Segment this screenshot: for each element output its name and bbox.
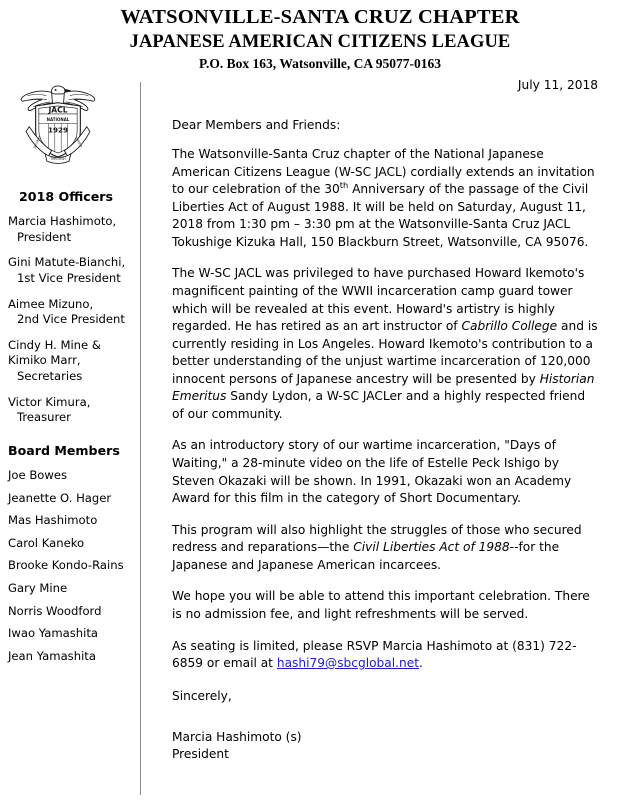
- officer-name: Victor Kimura,: [8, 394, 91, 409]
- officer-name-second: Kimiko Marr,: [8, 353, 81, 368]
- officer-role: 1st Vice President: [17, 270, 121, 285]
- paragraph-painting-part2: and is currently residing in Los Angeles. Howard Ikemoto's contribution to a better understanding of the unjust wartime incarceration of 120,000 innocent persons of Japanese ancestry will be presented by: [172, 319, 598, 386]
- paragraph-video: As an introductory story of our wartime incarceration, "Days of Waiting," a 28-minute video on the life of Estelle Peck Ishigo by Steven Okazaki will be shown. In 1991, Okazaki won an Academy Award for this film in the category of Short Documentary.: [172, 438, 572, 506]
- officer-name: Aimee Mizuno,: [8, 296, 94, 311]
- board-members-list: [0, 464, 138, 667]
- officer-entry-secretaries: [0, 338, 138, 385]
- ordinal-suffix: th: [339, 180, 349, 191]
- officer-entry-treasurer: [0, 395, 138, 426]
- officer-role: Treasurer: [17, 410, 71, 425]
- board-members-heading: Board Members: [8, 443, 120, 459]
- crest-banner-left-text: SECURITY: [32, 135, 43, 150]
- officer-role: 2nd Vice President: [17, 312, 125, 327]
- paragraph-painting-part3: Sandy Lydon, a W-SC JACLer and a highly respected friend of our community.: [172, 389, 586, 421]
- letter-salutation: Dear Members and Friends:: [172, 118, 341, 132]
- paragraph-invitation: [172, 146, 600, 251]
- paragraph-redress-part2: --for the Japanese and Japanese American incarcees.: [172, 540, 560, 572]
- paragraph-painting-part1: The W-SC JACL was privileged to have purchased Howard Ikemoto's magnificent painting of the WWII incarceration camp guard tower which will be revealed at this event. Howard's artistry is highly regarded. He has retired as an art instructor of: [172, 266, 585, 334]
- paragraph-redress: [172, 522, 600, 575]
- officer-role: Secretaries: [17, 369, 83, 384]
- paragraph-attend: We hope you will be able to attend this important celebration. There is no admission fee, and light refreshments will be served.: [172, 589, 590, 621]
- letter-date: July 11, 2018: [517, 78, 598, 92]
- officer-role: President: [17, 229, 72, 244]
- sidebar: [0, 78, 138, 667]
- letterhead-organization-name: JAPANESE AMERICAN CITIZENS LEAGUE: [129, 31, 511, 52]
- paragraph-rsvp-part2: .: [419, 656, 423, 671]
- board-member-item: Norris Woodford: [8, 603, 102, 618]
- email-link[interactable]: hashi79@sbcglobal.net: [276, 656, 420, 671]
- officer-entry-1st-vice-president: [0, 255, 138, 286]
- board-member-item: Brooke Kondo-Rains: [8, 558, 124, 573]
- paragraph-rsvp-part1: As seating is limited, please RSVP Marcia Hashimoto at (831) 722-6859 or email at: [172, 638, 577, 671]
- officer-name: Gini Matute-Bianchi,: [8, 255, 126, 270]
- letter-signature: [172, 729, 600, 763]
- crest-shield-mid-text: NATIONAL: [46, 117, 70, 123]
- crest-banner-right-text: LIBERTY: [74, 136, 84, 149]
- board-member-item: Carol Kaneko: [8, 535, 85, 550]
- officer-entry-president: [0, 214, 138, 245]
- board-member-item: Gary Mine: [8, 581, 68, 596]
- paragraph-redress-part1: This program will also highlight the struggles of those who secured redress and reparations—the: [172, 522, 582, 555]
- crest-shield-top-text: JACL: [48, 105, 68, 115]
- board-member-item: Jeanette O. Hager: [8, 490, 112, 505]
- signature-name: Marcia Hashimoto (s): [172, 729, 302, 744]
- officer-name: Marcia Hashimoto,: [8, 214, 117, 228]
- letter-body: [172, 0, 600, 763]
- officer-name: Cindy H. Mine &: [8, 337, 101, 352]
- board-member-item: Iwao Yamashita: [8, 626, 99, 641]
- signature-title: President: [172, 746, 229, 761]
- jacl-crest-icon: [18, 82, 98, 169]
- crest-shield-year-text: 1929: [48, 125, 68, 135]
- paragraph-invitation-part2: Anniversary of the passage of the Civil Liberties Act of August 1988. It will be held on Saturday, August 11, 2018 from 1:30 pm – 3:30 pm at the Watsonville-Santa Cruz JACL Tokushige Kizuka Hall, 150 Blackburn Street, Watsonville, CA 95076.: [172, 182, 589, 249]
- letterhead-chapter-name: WATSONVILLE-SANTA CRUZ CHAPTER: [120, 6, 520, 28]
- paragraph-invitation-part1: The Watsonville-Santa Cruz chapter of the National Japanese American Citizens League (W-SC JACL) cordially extends an invitation to our celebration of the 30: [172, 147, 595, 197]
- emphasis-cabrillo-college: Cabrillo College: [461, 319, 558, 334]
- paragraph-painting: [172, 265, 600, 423]
- vertical-divider: [140, 82, 141, 795]
- board-member-item: Jean Yamashita: [8, 648, 96, 663]
- board-member-item: Mas Hashimoto: [8, 513, 98, 528]
- letter-closing: Sincerely,: [172, 688, 232, 703]
- officers-heading: 2018 Officers: [19, 189, 113, 204]
- crest-banner-bottom-text: THROUGH: [50, 157, 66, 162]
- paragraph-rsvp: [172, 638, 600, 673]
- emphasis-civil-liberties-act: Civil Liberties Act of 1988: [353, 540, 510, 555]
- emphasis-historian-emeritus: Historian Emeritus: [172, 371, 595, 404]
- officer-entry-2nd-vice-president: [0, 297, 138, 328]
- letterhead-address: P.O. Box 163, Watsonville, CA 95077-0163: [199, 55, 441, 71]
- board-member-item: Joe Bowes: [8, 468, 68, 483]
